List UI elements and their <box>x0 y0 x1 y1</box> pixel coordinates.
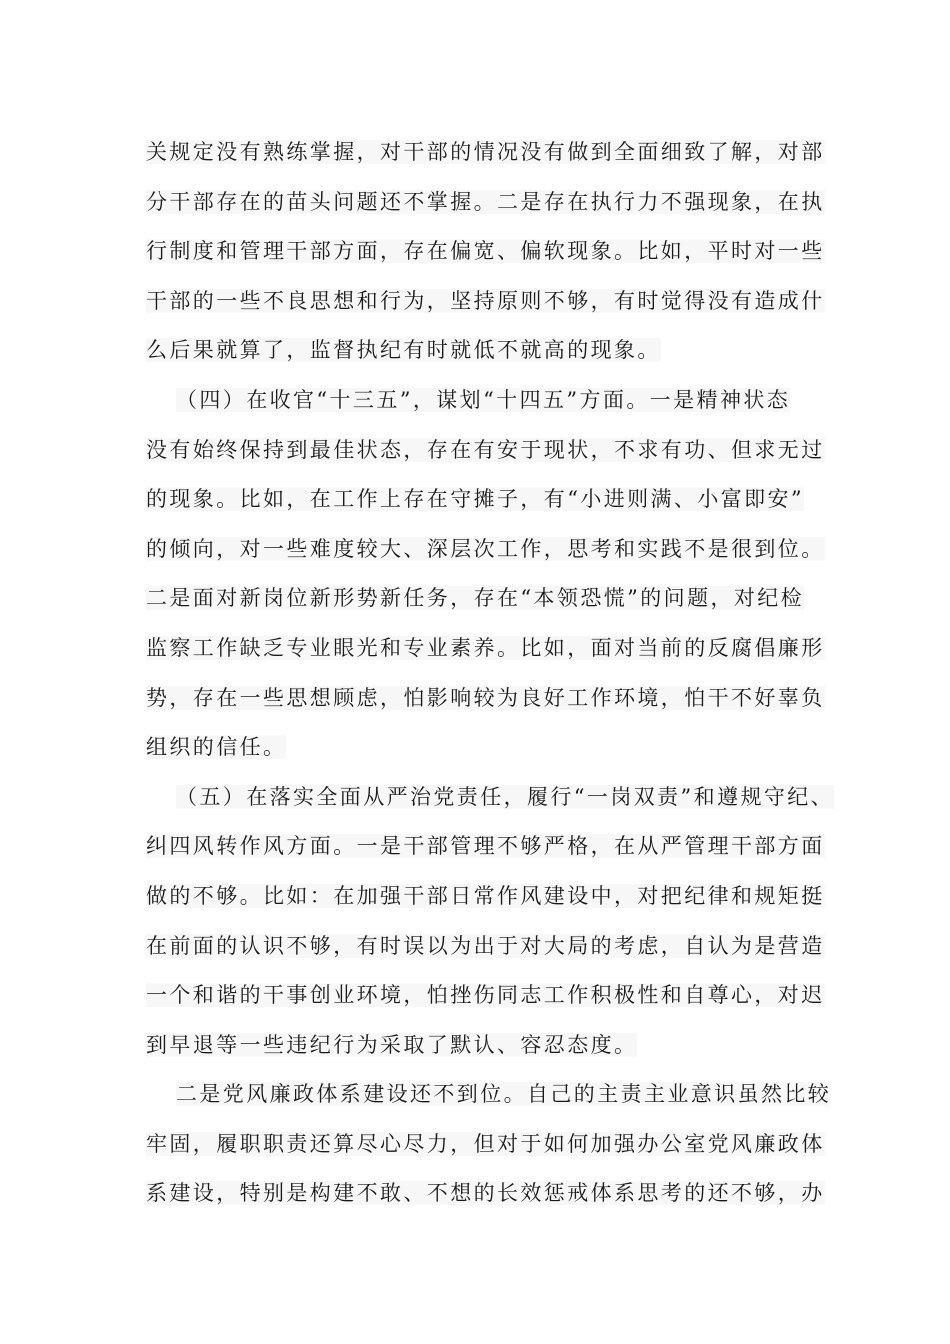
text-line: 纠四风转作风方面。一是干部管理不够严格，在从严管理干部方面 <box>146 834 825 859</box>
text-line: 没有始终保持到最佳状态，存在有安于现状，不求有功、但求无过 <box>146 437 825 462</box>
text-line: 在前面的认识不够，有时误以为出于对大局的考虑，自认为是营造 <box>146 933 825 958</box>
text-line: 一个和谐的干事创业环境，怕挫伤同志工作积极性和自尊心，对迟 <box>146 983 825 1008</box>
section-heading-4: （四）在收官“十三五”，谋划“十四五”方面。一是精神状态 <box>176 387 791 412</box>
text-line: 监察工作缺乏专业眼光和专业素养。比如，面对当前的反腐倡廉形 <box>146 635 825 660</box>
text-line: 组织的信任。 <box>146 735 287 760</box>
text-line: 行制度和管理干部方面，存在偏宽、偏软现象。比如，平时对一些 <box>146 239 825 264</box>
document-body <box>146 128 846 1219</box>
text-line: 的现象。比如，在工作上存在守摊子，有“小进则满、小富即安” <box>146 487 805 512</box>
text-line: 到早退等一些违纪行为采取了默认、容忍态度。 <box>146 1032 638 1057</box>
text-line: 关规定没有熟练掌握，对干部的情况没有做到全面细致了解，对部 <box>146 140 825 164</box>
text-line: 分干部存在的苗头问题还不掌握。二是存在执行力不强现象，在执 <box>146 189 825 214</box>
text-line: 二是面对新岗位新形势新任务，存在“本领恐慌”的问题，对纪检 <box>146 586 805 611</box>
text-line: 牢固，履职职责还算尽心尽力，但对于如何加强办公室党风廉政体 <box>146 1131 825 1156</box>
text-line: 干部的一些不良思想和行为，坚持原则不够，有时觉得没有造成什 <box>146 288 825 313</box>
text-line: 做的不够。比如：在加强干部日常作风建设中，对把纪律和规矩挺 <box>146 883 825 908</box>
text-line: 的倾向，对一些难度较大、深层次工作，思考和实践不是很到位。 <box>146 536 825 561</box>
section-heading-5: （五）在落实全面从严治党责任，履行“一岗双责”和遵规守纪、 <box>176 784 835 809</box>
text-line: 系建设，特别是构建不敢、不想的长效惩戒体系思考的还不够，办 <box>146 1181 825 1206</box>
text-line: 势，存在一些思想顾虑，怕影响较为良好工作环境，怕干不好辜负 <box>146 685 825 710</box>
text-line: 么后果就算了，监督执纪有时就低不就高的现象。 <box>146 338 661 363</box>
paragraph-start: 二是党风廉政体系建设还不到位。自己的主责主业意识虽然比较 <box>176 1082 832 1107</box>
